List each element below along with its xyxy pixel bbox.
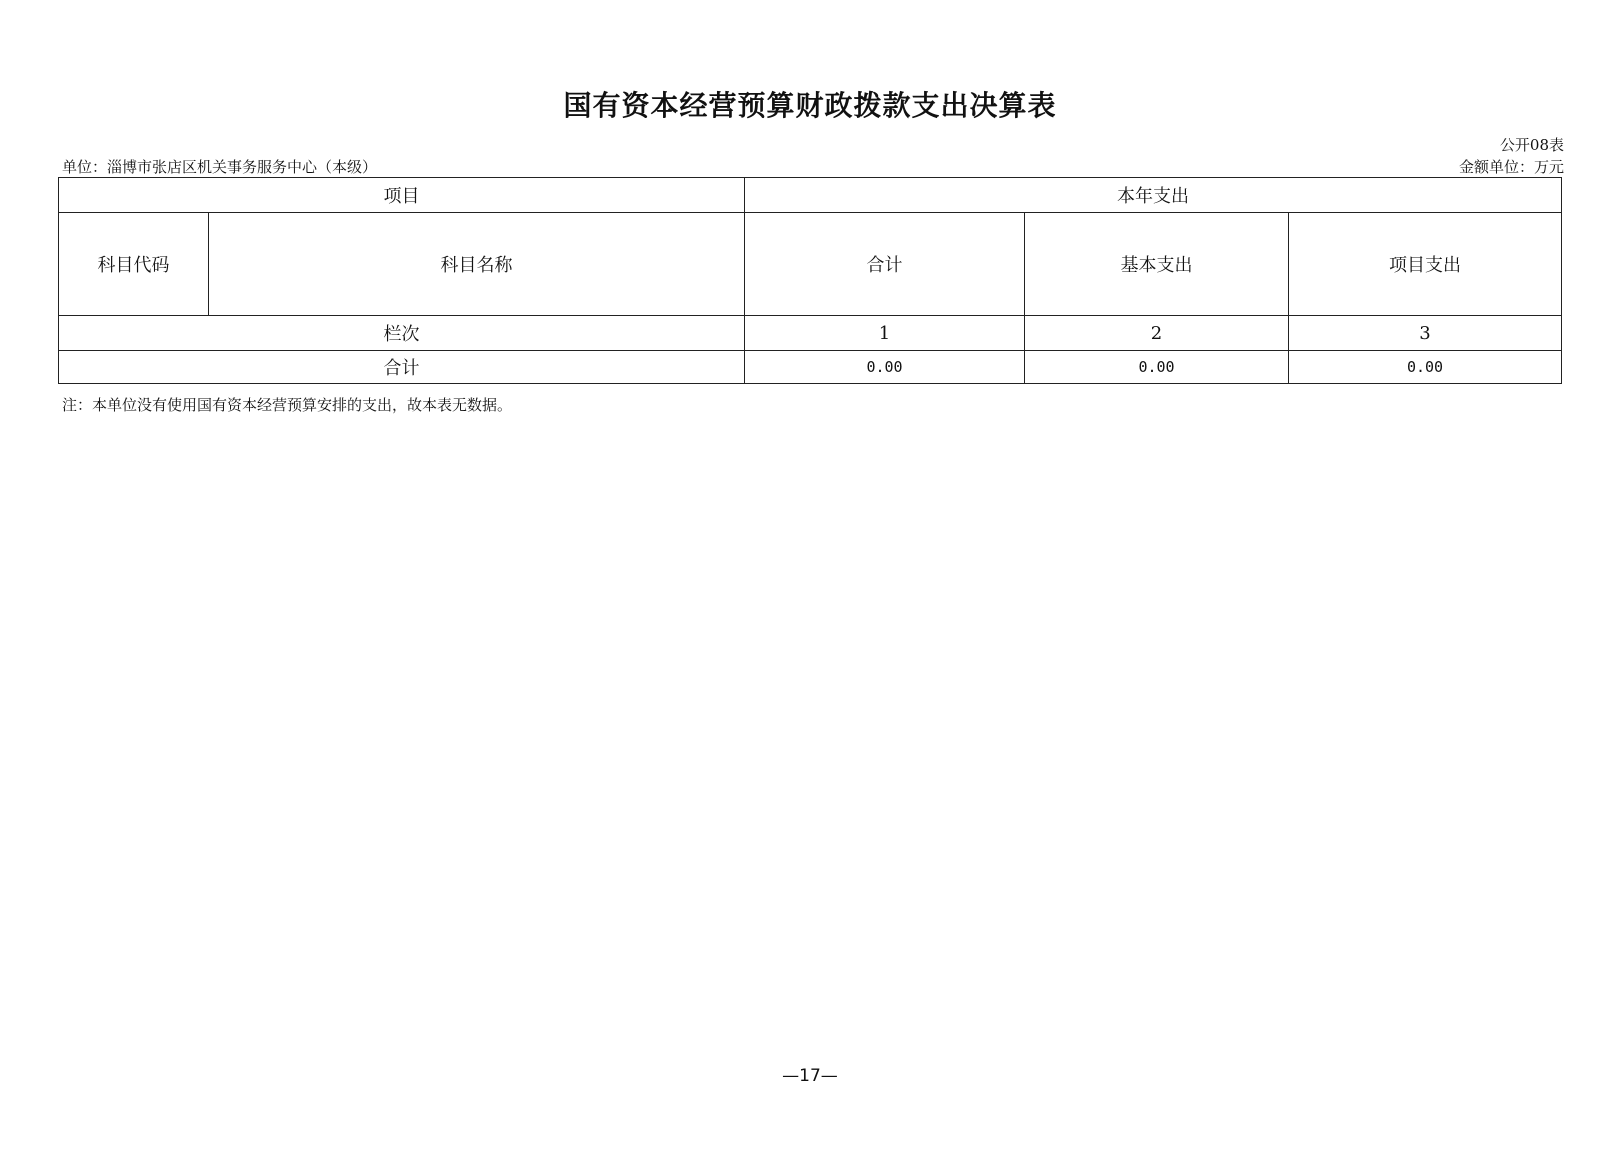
index-2: 2 [1025, 316, 1289, 351]
index-1: 1 [745, 316, 1025, 351]
column-index-row [59, 316, 1562, 351]
total-project-amount: 0.00 [1289, 351, 1562, 384]
header-row-group [59, 178, 1562, 213]
index-3: 3 [1289, 316, 1562, 351]
form-number: 公开08表 [1499, 136, 1564, 154]
reporting-unit: 单位：淄博市张店区机关事务服务中心（本级） [62, 158, 378, 176]
index-label: 栏次 [59, 316, 745, 351]
header-basic-expenditure: 基本支出 [1025, 213, 1289, 316]
footnote: 注：本单位没有使用国有资本经营预算安排的支出，故本表无数据。 [62, 396, 513, 414]
page-number: —17— [782, 1066, 838, 1086]
header-project: 项目 [59, 178, 745, 213]
header-total: 合计 [745, 213, 1025, 316]
total-amount: 0.00 [745, 351, 1025, 384]
header-subject-name: 科目名称 [209, 213, 745, 316]
total-basic-amount: 0.00 [1025, 351, 1289, 384]
expenditure-table [58, 177, 1562, 384]
header-current-year: 本年支出 [745, 178, 1562, 213]
header-project-expenditure: 项目支出 [1289, 213, 1562, 316]
total-row [59, 351, 1562, 384]
header-subject-code: 科目代码 [59, 213, 209, 316]
report-title: 国有资本经营预算财政拨款支出决算表 [563, 89, 1057, 122]
total-label: 合计 [59, 351, 745, 384]
header-row-columns [59, 213, 1562, 316]
currency-unit: 金额单位：万元 [1458, 158, 1564, 176]
